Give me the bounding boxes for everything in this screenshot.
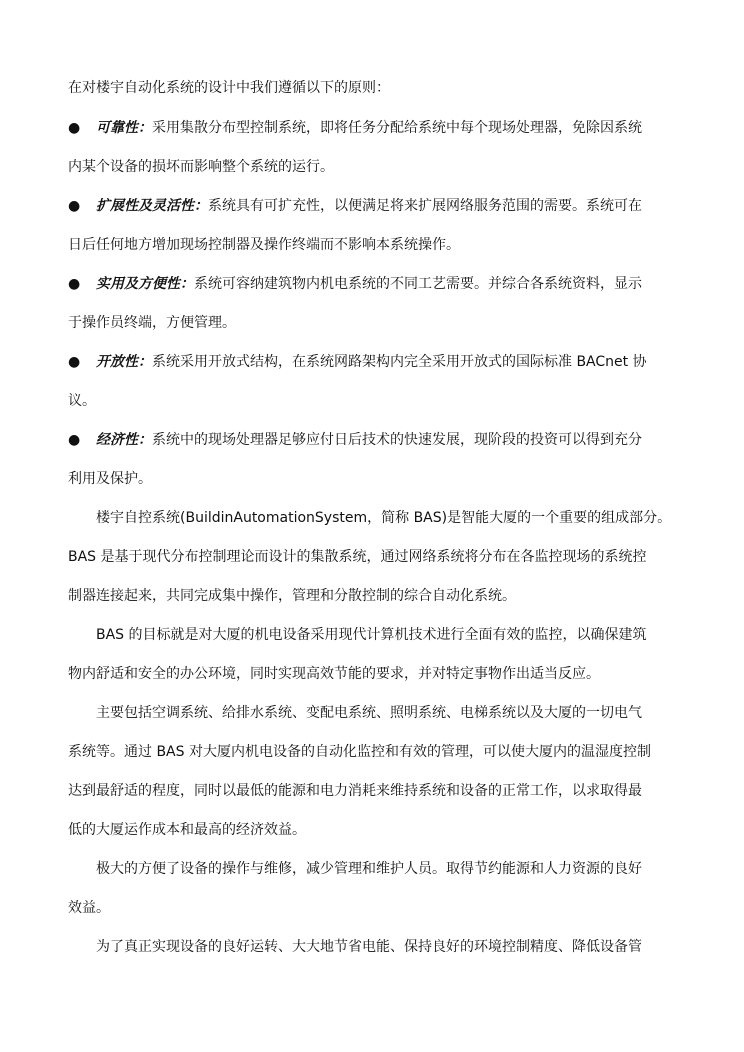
- intro-line: 在对楼宇自动化系统的设计中我们遵循以下的原则：: [68, 80, 390, 96]
- paragraph-line: 效益。: [68, 900, 110, 916]
- principle-continuation: 议。: [68, 393, 96, 409]
- principle-text: 系统采用开放式结构，在系统网路架构内完全采用开放式的国际标准 BACnet 协: [152, 354, 647, 370]
- principle-continuation: 于操作员终端，方便管理。: [68, 315, 236, 331]
- principle-continuation: 内某个设备的损坏而影响整个系统的运行。: [68, 159, 334, 175]
- paragraph-line: 物内舒适和安全的办公环境，同时实现高效节能的要求，并对特定事物作出适当反应。: [68, 666, 600, 682]
- bullet-icon: ●: [68, 120, 81, 136]
- principle-economy: [68, 430, 688, 450]
- principle-label: 经济性：: [96, 432, 152, 448]
- principle-label: 实用及方便性：: [96, 276, 194, 292]
- principle-text: 系统具有可扩充性，以便满足将来扩展网络服务范围的需要。系统可在: [208, 198, 642, 214]
- principle-reliability: [68, 118, 688, 138]
- paragraph-line: 达到最舒适的程度，同时以最低的能源和电力消耗来维持系统和设备的正常工作，以求取得最: [68, 783, 642, 799]
- paragraph-line: 主要包括空调系统、给排水系统、变配电系统、照明系统、电梯系统以及大厦的一切电气: [96, 705, 642, 721]
- paragraph-line: BAS 是基于现代分布控制理论而设计的集散系统，通过网络系统将分布在各监控现场的系统控: [68, 549, 647, 565]
- paragraph-line: 极大的方便了设备的操作与维修，减少管理和维护人员。取得节约能源和人力资源的良好: [96, 861, 642, 877]
- bullet-icon: ●: [68, 432, 81, 448]
- principle-scalability: [68, 196, 688, 216]
- paragraph-line: 低的大厦运作成本和最高的经济效益。: [68, 822, 306, 838]
- principle-openness: [68, 352, 688, 372]
- bullet-icon: ●: [68, 198, 81, 214]
- principle-text: 系统中的现场处理器足够应付日后技术的快速发展，现阶段的投资可以得到充分: [152, 432, 642, 448]
- principle-text: 系统可容纳建筑物内机电系统的不同工艺需要。并综合各系统资料，显示: [194, 276, 642, 292]
- principle-continuation: 日后任何地方增加现场控制器及操作终端而不影响本系统操作。: [68, 237, 460, 253]
- principle-label: 开放性：: [96, 354, 152, 370]
- paragraph-line: BAS 的目标就是对大厦的机电设备采用现代计算机技术进行全面有效的监控，以确保建筑: [96, 627, 647, 643]
- bullet-icon: ●: [68, 354, 81, 370]
- bullet-icon: ●: [68, 276, 81, 292]
- principle-label: 可靠性：: [96, 120, 152, 136]
- principle-text: 采用集散分布型控制系统，即将任务分配给系统中每个现场处理器，免除因系统: [152, 120, 642, 136]
- paragraph-line: 系统等。通过 BAS 对大厦内机电设备的自动化监控和有效的管理，可以使大厦内的温湿度控制: [68, 744, 651, 760]
- principle-continuation: 利用及保护。: [68, 471, 152, 487]
- paragraph-line: 为了真正实现设备的良好运转、大大地节省电能、保持良好的环境控制精度、降低设备管: [96, 939, 642, 955]
- principle-usability: [68, 274, 688, 294]
- principle-label: 扩展性及灵活性：: [96, 198, 208, 214]
- paragraph-line: 制器连接起来，共同完成集中操作，管理和分散控制的综合自动化系统。: [68, 588, 516, 604]
- paragraph-line: 楼宇自控系统(BuildinAutomationSystem，简称 BAS)是智能大厦的一个重要的组成部分。: [96, 510, 672, 526]
